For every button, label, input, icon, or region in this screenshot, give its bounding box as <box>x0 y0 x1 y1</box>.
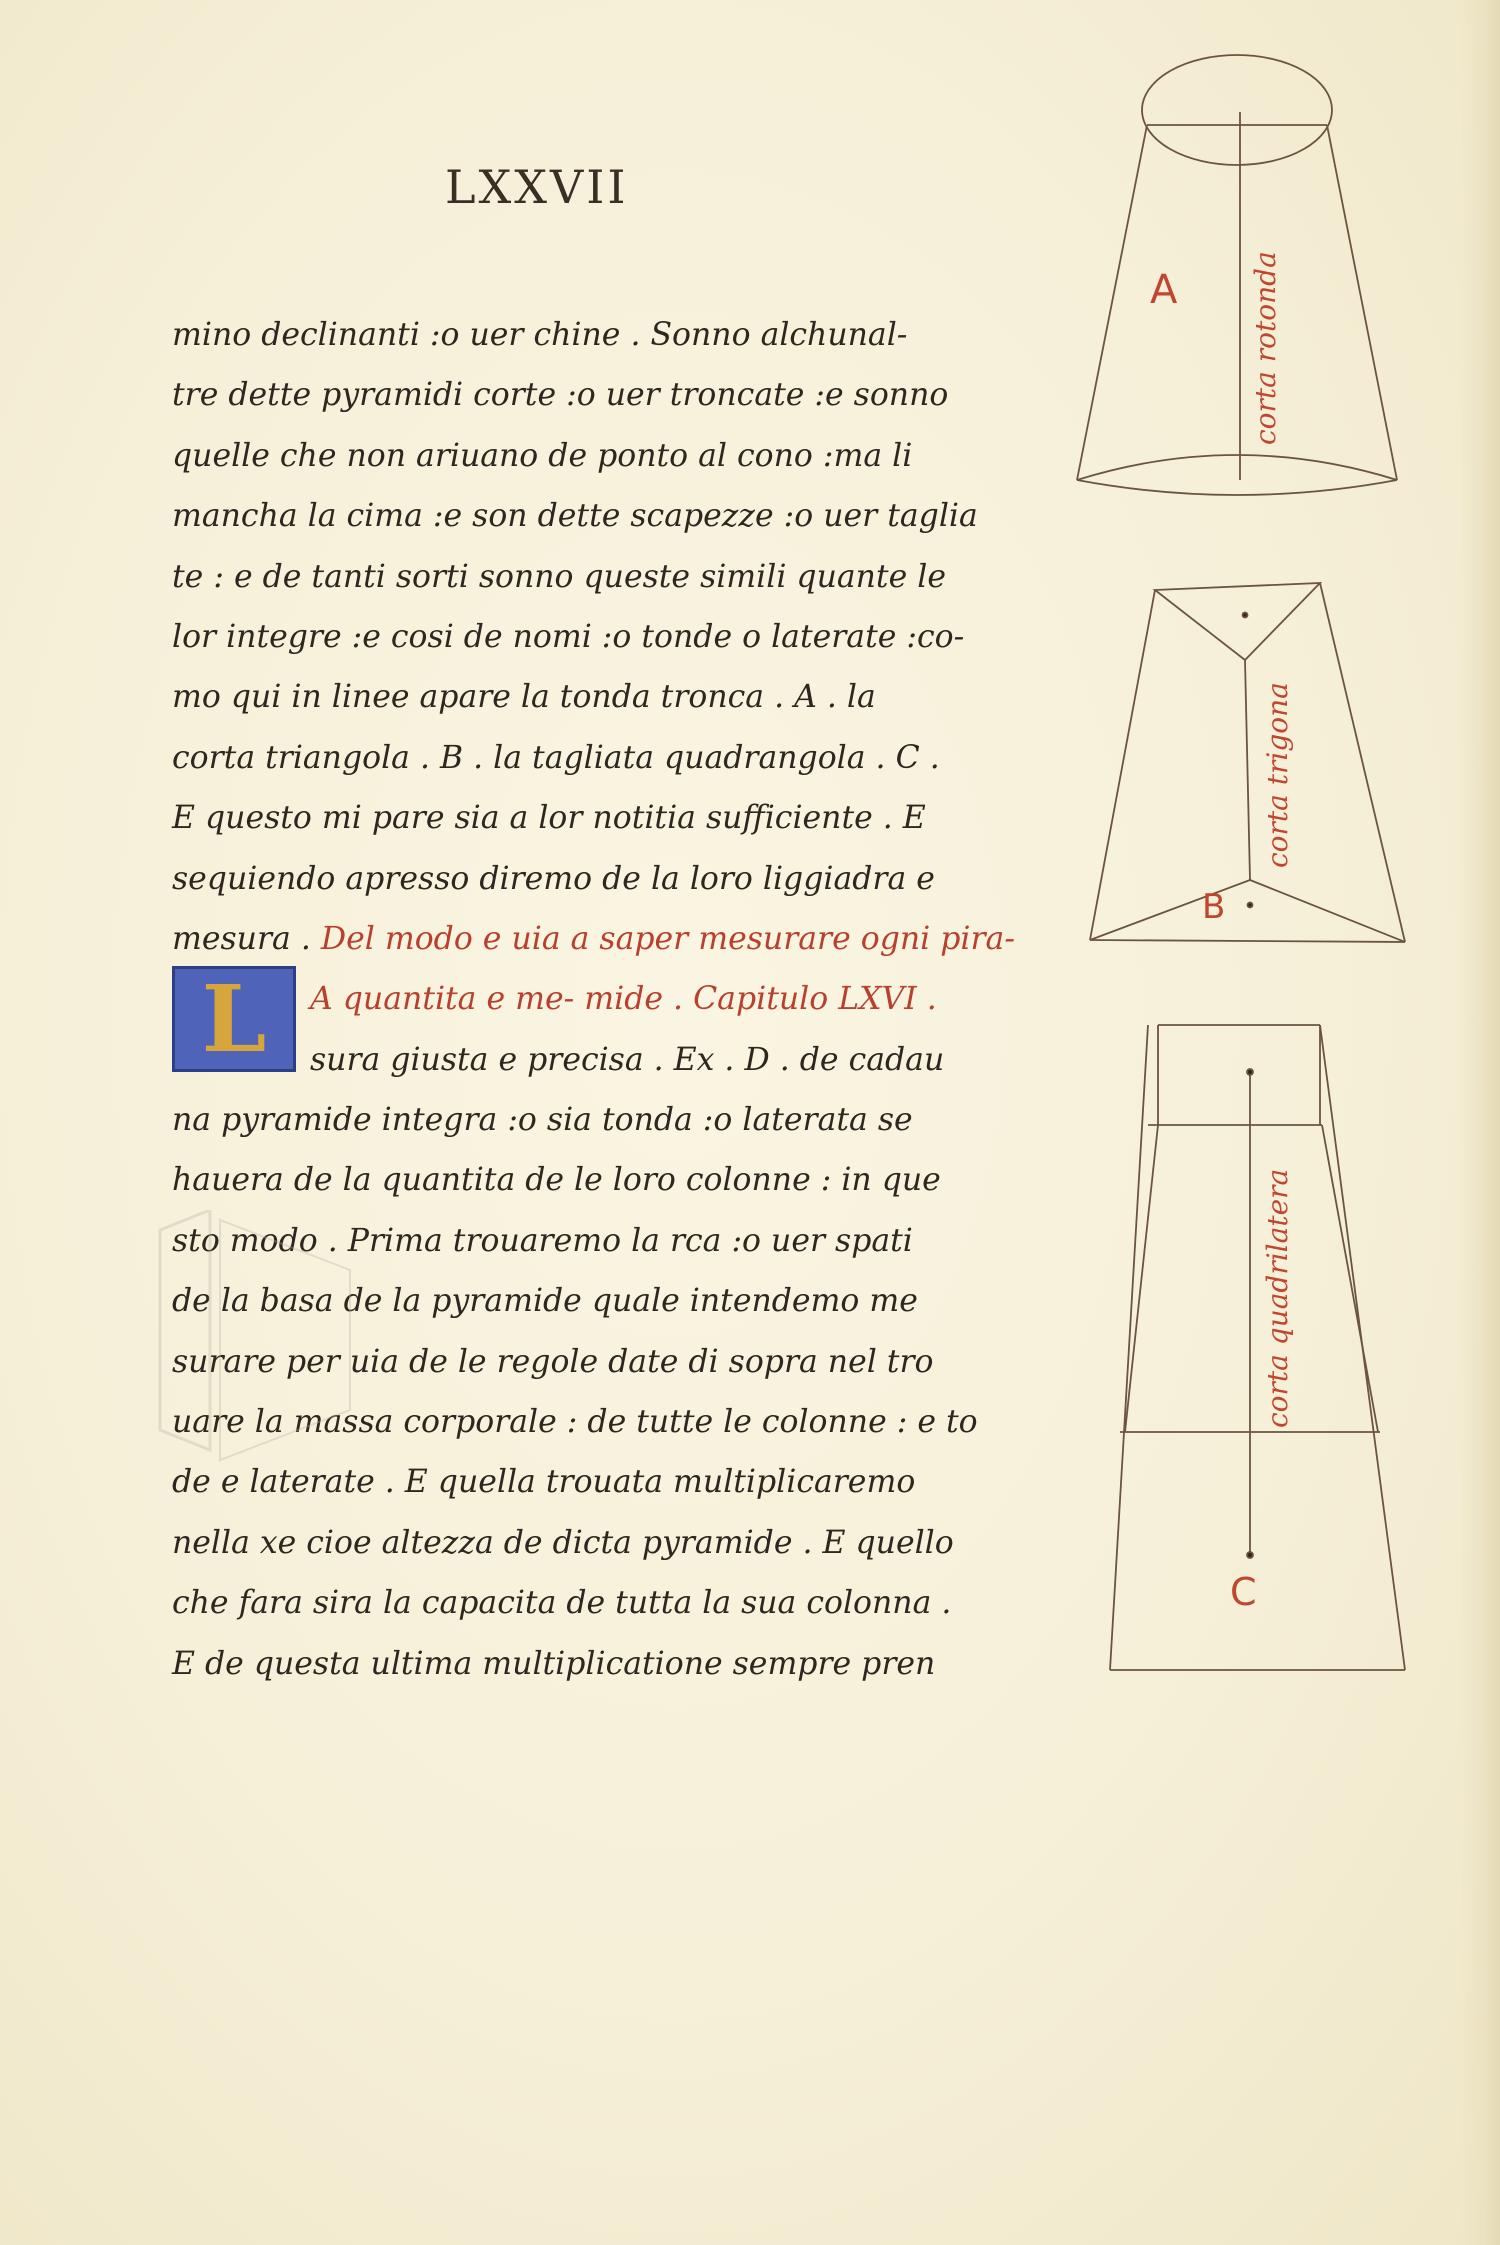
body-line: che fara sira la capacita de tutta la sua colonna . <box>172 1585 952 1622</box>
figure-b-top-triangle <box>1155 583 1320 660</box>
text-line: mancha la cima :e son dette scapezze :o uer taglia <box>172 498 978 535</box>
body-line: de e laterate . E quella trouata multiplicaremo <box>172 1464 916 1501</box>
figure-b-front-edge <box>1245 660 1250 880</box>
figure-b-base-right <box>1250 880 1405 942</box>
figure-c-top-point <box>1247 1069 1253 1075</box>
initial-letter: L <box>201 965 267 1073</box>
text-line: sequiendo apresso diremo de la loro liggiadra e <box>172 860 935 897</box>
body-line: uare la massa corporale : de tutte le colonne : e to <box>172 1404 978 1441</box>
figure-a-letter: A <box>1150 267 1178 313</box>
body-line: sto modo . Prima trouaremo la rca :o uer spati <box>172 1222 913 1259</box>
body-line: na pyramide integra :o sia tonda :o laterata se <box>172 1102 913 1139</box>
body-line: sura giusta e precisa . Ex . D . de cadau <box>310 1041 945 1078</box>
body-line: surare per uia de le regole date di sopra nel tro <box>172 1343 934 1380</box>
figure-a-base-arc-bottom <box>1077 480 1397 495</box>
figure-c-inner-left <box>1125 1125 1158 1432</box>
folio-number: LXXVII <box>445 160 629 214</box>
figure-c-inner-right <box>1322 1125 1378 1432</box>
figure-b-letter: B <box>1202 887 1226 927</box>
figure-a-top-circle <box>1142 55 1332 165</box>
figure-a-base-arc-top <box>1077 455 1397 480</box>
chapter-heading-line-2: A quantita e me- mide . Capitulo LXVI . <box>310 981 937 1018</box>
text-line: corta triangola . B . la tagliata quadrangola . C . <box>172 739 940 776</box>
figure-b-base-left <box>1090 880 1250 940</box>
body-line: nella xe cioe altezza de dicta pyramide . E quello <box>172 1524 954 1561</box>
text-line: te : e de tanti sorti sonno queste simili quante le <box>172 558 946 595</box>
figure-b-truncated-triangular-pyramid <box>1090 583 1405 942</box>
figure-b-left-edge <box>1090 590 1155 940</box>
figure-c-caption: corta quadrilatera <box>1261 1168 1294 1428</box>
text-line: tre dette pyramidi corte :o uer troncate :e sonno <box>172 377 949 414</box>
figure-c-bottom-point <box>1247 1552 1253 1558</box>
text-line: E questo mi pare sia a lor notitia sufficiente . E <box>172 800 926 837</box>
figure-c-letter: C <box>1230 1570 1257 1614</box>
body-line: E de questa ultima multiplicatione sempre pren <box>172 1645 936 1682</box>
body-line: de la basa de la pyramide quale intendemo me <box>172 1283 918 1320</box>
text-line: mino declinanti :o uer chine . Sonno alchunal- <box>172 317 908 353</box>
text-line: lor integre :e cosi de nomi :o tonde o laterate :co- <box>172 618 965 655</box>
body-line: hauera de la quantita de le loro colonne : in que <box>172 1162 941 1199</box>
figure-a-left-side <box>1077 125 1147 480</box>
figure-b-caption: corta trigona <box>1261 682 1294 868</box>
text-line: quelle che non ariuano de ponto al cono :ma li <box>172 437 913 474</box>
text-line: mo qui in linee apare la tonda tronca . A . la <box>172 679 876 716</box>
figure-b-base-point <box>1248 903 1253 908</box>
text-line-end: mesura . <box>172 920 311 957</box>
figure-b-right-edge <box>1320 583 1405 942</box>
figure-b-base-back <box>1090 940 1405 942</box>
figure-a-caption: corta rotonda <box>1249 251 1282 445</box>
chapter-heading-line-1: Del modo e uia a saper mesurare ogni pira- <box>320 920 1015 957</box>
figure-b-top-point <box>1243 613 1248 618</box>
figure-a-truncated-cone <box>1077 55 1397 495</box>
figure-c-left-edge <box>1110 1025 1148 1670</box>
figure-a-right-side <box>1327 125 1397 480</box>
figure-c-truncated-square-pyramid <box>1110 1025 1405 1670</box>
